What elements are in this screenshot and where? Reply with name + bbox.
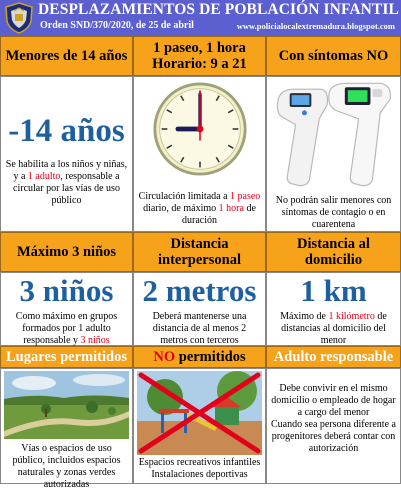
big-meters: 2 metros xyxy=(142,273,257,308)
big-kids: 3 niños xyxy=(19,273,114,308)
park-photo xyxy=(4,371,129,439)
header-symptoms xyxy=(266,36,401,76)
cell-minors xyxy=(0,76,133,232)
cell-not-allowed xyxy=(133,368,266,484)
info-grid xyxy=(0,36,401,490)
header-walk xyxy=(133,36,266,76)
header-minors-label: Menores de 14 años xyxy=(5,48,128,64)
header-home-distance xyxy=(266,232,401,272)
header-home-distance-label: Distancia al domicilio xyxy=(297,236,370,268)
header-distance-label: Distancia interpersonal xyxy=(158,236,241,268)
desc-max-kids: Como máximo en grupos formados por 1 adulto responsable y 3 niños xyxy=(15,311,118,346)
page-title: DESPLAZAMIENTOS DE POBLACIÓN INFANTIL xyxy=(38,1,399,18)
header-allowed-label: Lugares permitidos xyxy=(6,349,127,365)
page-header xyxy=(0,0,401,36)
playground-crossed-photo xyxy=(137,371,262,455)
cell-allowed xyxy=(0,368,133,490)
cell-distance xyxy=(133,272,266,346)
clock-icon xyxy=(152,81,248,177)
desc-symptoms: No podrán salir menores con síntomas de contagio o en cuarentena xyxy=(275,195,392,230)
header-not-allowed-label: NO permitidos xyxy=(153,349,246,365)
desc-minors: Se habilita a los niños y niñas, y a 1 adulto, responsable a circular por las vías de uso público xyxy=(5,159,128,206)
header-minors xyxy=(0,36,133,76)
cell-responsible xyxy=(266,368,401,484)
cell-home-distance xyxy=(266,272,401,346)
cell-symptoms xyxy=(266,76,401,232)
desc-home-distance: Máximo de 1 kilómetro de distancias al domicilio del menor xyxy=(280,311,387,346)
big-age: -14 años xyxy=(8,113,125,149)
desc-distance: Deberá mantenerse una distancia de al menos 2 metros con terceros xyxy=(152,311,247,346)
header-distance xyxy=(133,232,266,272)
header-symptoms-label: Con síntomas NO xyxy=(278,48,389,64)
header-walk-line2: Horario: 9 a 21 xyxy=(152,56,247,72)
header-max-kids xyxy=(0,232,133,272)
police-badge-icon xyxy=(4,2,34,34)
cell-walk xyxy=(133,76,266,232)
desc-walk: Circulación limitada a 1 paseo diario, de máximo 1 hora de duración xyxy=(138,191,261,226)
legal-reference: Orden SND/370/2020, de 25 de abril xyxy=(40,20,194,31)
desc-allowed: Vías o espacios de uso público, incluidos espacios naturales y zonas verdes autorizadas xyxy=(12,443,121,490)
big-km: 1 km xyxy=(300,273,367,308)
thermometer-gun-icon xyxy=(270,83,398,187)
desc-not-allowed: Espacios recreativos infantiles Instalaciones deportivas xyxy=(138,457,261,480)
header-responsible xyxy=(266,346,401,368)
header-allowed xyxy=(0,346,133,368)
blog-url: www.policialocalextremadura.blogspot.com xyxy=(236,21,395,31)
cell-max-kids xyxy=(0,272,133,346)
desc-responsible-1: Debe convivir en el mismo domicilio o empleado de hogar a cargo del menor xyxy=(271,383,396,418)
header-max-kids-label: Máximo 3 niños xyxy=(16,244,117,260)
header-not-allowed xyxy=(133,346,266,368)
header-walk-line1: 1 paseo, 1 hora xyxy=(153,40,246,56)
desc-responsible-2: Cuando sea persona diferente a progenitores deberá contar con autorización xyxy=(271,419,396,454)
header-responsible-label: Adulto responsable xyxy=(273,349,394,365)
